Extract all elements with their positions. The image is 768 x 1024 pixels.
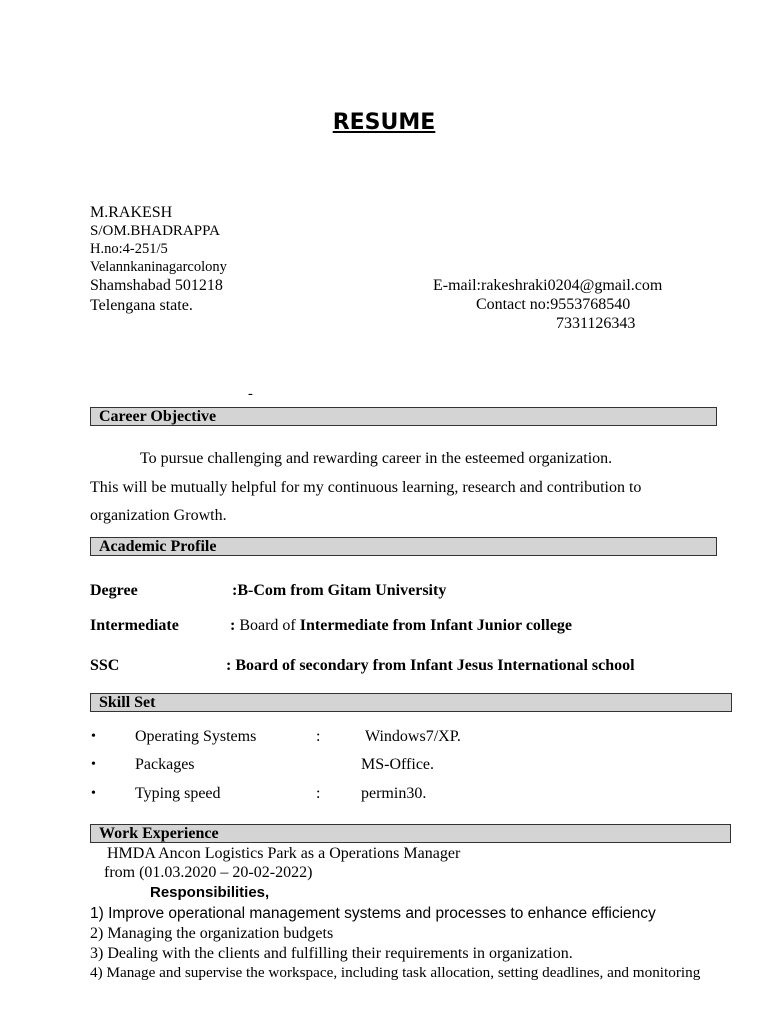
responsibility-4: 4) Manage and supervise the workspace, including task allocation, setting deadlines, and monitoring — [90, 964, 701, 981]
skill-name: Packages — [135, 756, 195, 773]
intermediate-value-line — [230, 617, 572, 635]
resume-title: RESUME — [332, 110, 436, 135]
skill-value: MS-Office. — [361, 756, 435, 773]
ssc-label: SSC — [90, 657, 120, 674]
ssc-sep: : — [226, 657, 232, 674]
father-name: S/OM.BHADRAPPA — [90, 223, 220, 239]
contact-number-alt: 7331126343 — [556, 315, 636, 332]
responsibility-1: 1) Improve operational management systems and processes to enhance efficiency — [90, 905, 656, 922]
skill-value: Windows7/XP. — [365, 728, 461, 745]
skill-set-heading-text: Skill Set — [99, 694, 156, 711]
ssc-value-line — [226, 657, 635, 675]
skill-name: Operating Systems — [135, 728, 257, 745]
intermediate-plain: Board of — [235, 617, 300, 634]
responsibilities-heading: Responsibilities, — [150, 884, 270, 901]
skill-value: permin30. — [361, 785, 427, 802]
bullet: • — [91, 729, 96, 744]
academic-profile-heading — [90, 537, 717, 556]
city: Shamshabad 501218 — [90, 277, 223, 294]
degree-value: B-Com from Gitam University — [237, 582, 447, 599]
skill-sep: : — [316, 785, 321, 802]
degree-value-line — [232, 582, 446, 600]
skill-name: Typing speed — [135, 785, 221, 802]
career-line-3: organization Growth. — [90, 507, 227, 524]
work-company: HMDA Ancon Logistics Park as a Operations Manager — [107, 845, 461, 862]
intermediate-sep: : — [230, 617, 236, 634]
bullet: • — [91, 786, 96, 801]
contact-number: Contact no:9553768540 — [476, 296, 631, 313]
skill-sep: : — [316, 728, 321, 745]
email: E-mail:rakeshraki0204@gmail.com — [433, 277, 663, 294]
house-number: H.no:4-251/5 — [90, 241, 168, 257]
stray-dash: - — [248, 386, 253, 402]
career-objective-heading — [90, 407, 717, 426]
degree-label: Degree — [90, 582, 138, 599]
candidate-name: M.RAKESH — [90, 204, 173, 221]
degree-sep: : — [232, 582, 238, 599]
career-line-2: This will be mutually helpful for my continuous learning, research and contribution to — [90, 479, 642, 496]
state: Telengana state. — [90, 297, 193, 314]
career-objective-heading-text: Career Objective — [99, 408, 217, 425]
ssc-value: Board of secondary from Infant Jesus International school — [231, 657, 635, 674]
work-experience-heading-text: Work Experience — [99, 825, 219, 842]
work-period: from (01.03.2020 – 20-02-2022) — [104, 864, 313, 881]
work-experience-heading — [90, 824, 731, 843]
academic-profile-heading-text: Academic Profile — [99, 538, 217, 555]
responsibility-3: 3) Dealing with the clients and fulfilling their requirements in organization. — [90, 945, 573, 962]
intermediate-label: Intermediate — [90, 617, 179, 634]
colony: Velannkaninagarcolony — [90, 259, 227, 275]
responsibility-2: 2) Managing the organization budgets — [90, 925, 334, 942]
skill-set-heading — [90, 693, 732, 712]
intermediate-value: Intermediate from Infant Junior college — [299, 617, 573, 634]
career-line-1: To pursue challenging and rewarding career in the esteemed organization. — [140, 450, 613, 467]
bullet: • — [91, 757, 96, 772]
